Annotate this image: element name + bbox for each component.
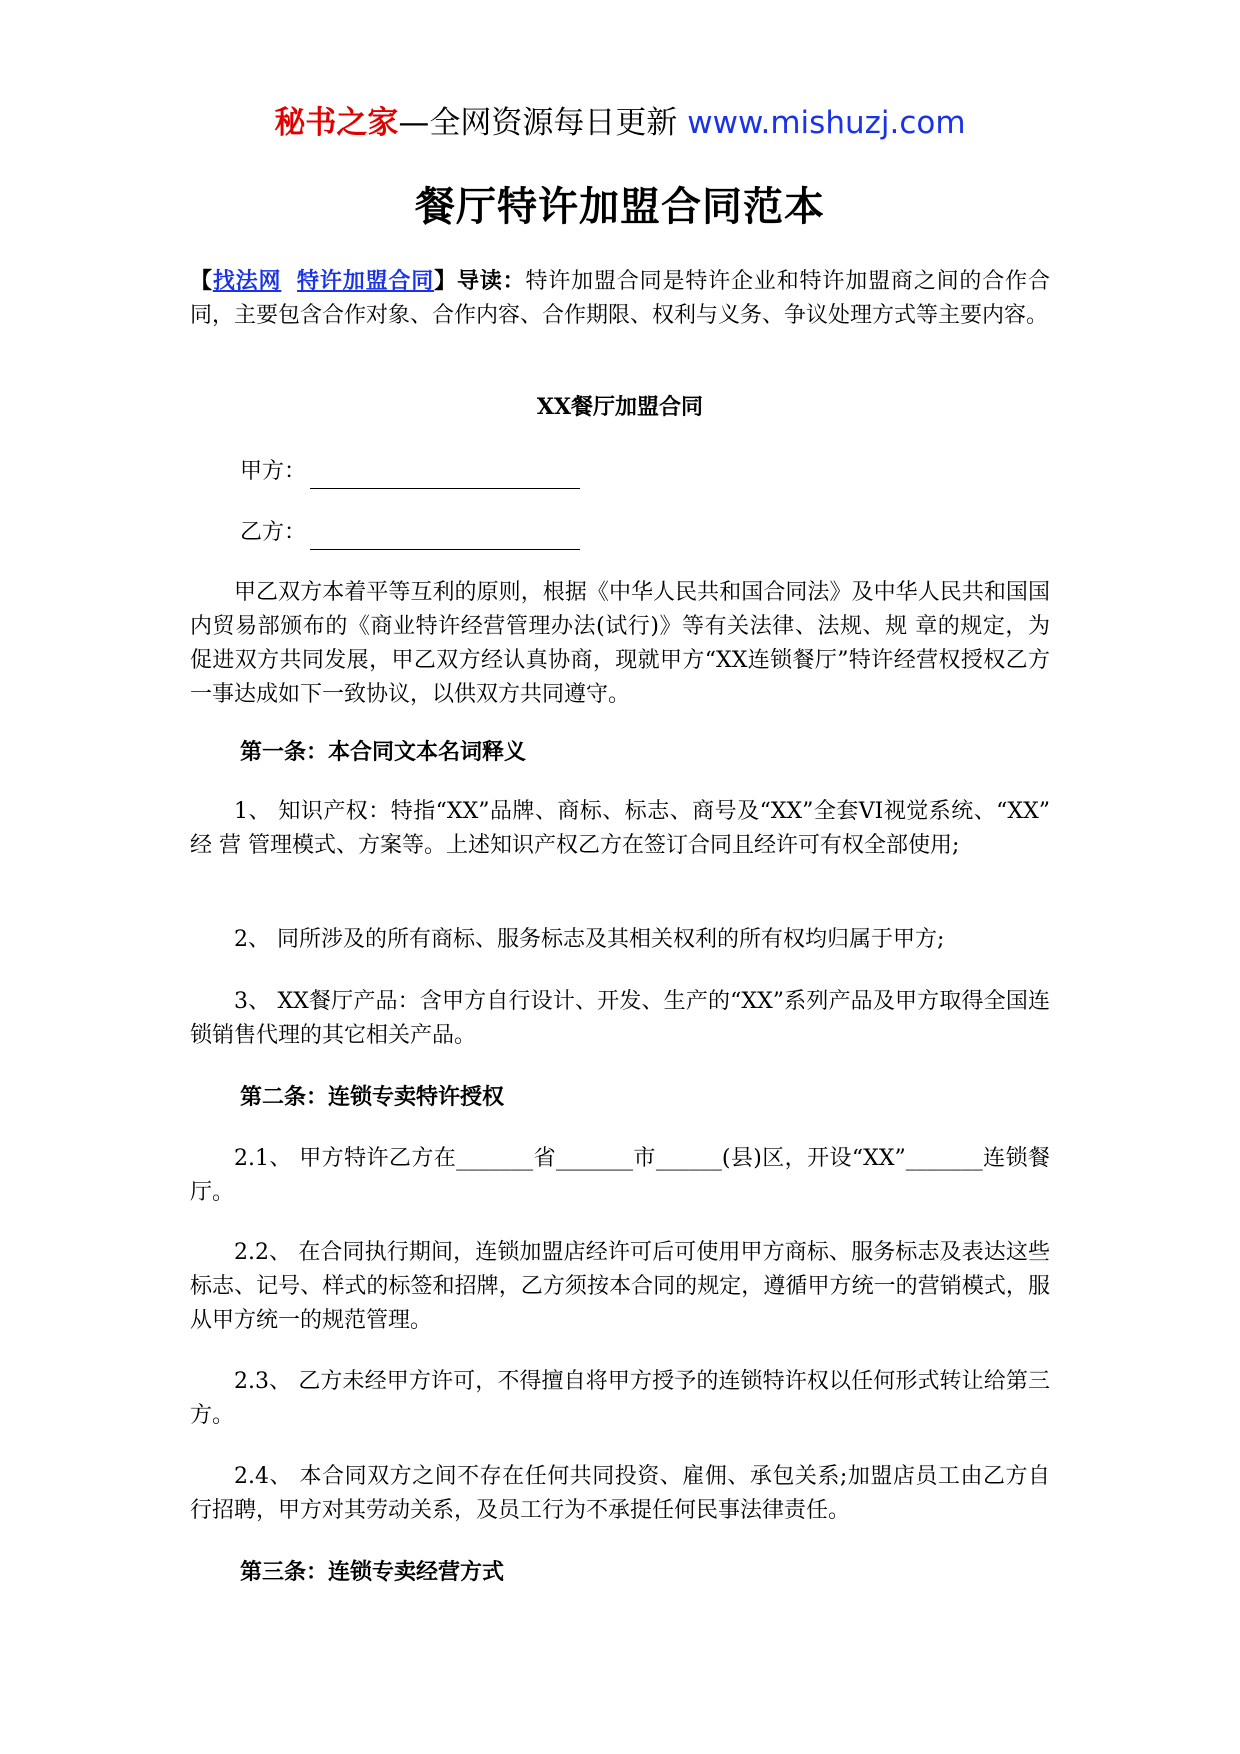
contract-title: XX餐厅加盟合同	[536, 394, 704, 420]
intro-link-zhaofa[interactable]: 找法网	[212, 268, 282, 294]
article-1-item-1: 1、 知识产权：特指“XX”品牌、商标、标志、商号及“XX”全套VI视觉系统、“XX” 经 营 管理模式、方案等。上述知识产权乙方在签订合同且经许可有权全部使用;	[190, 799, 1050, 858]
intro-text: 特许加盟合同是特许企业和特许加盟商之间的合作合同，主要包含合作对象、合作内容、合作期限、权利与义务、争议处理方式等主要内容。	[190, 269, 1050, 328]
party-b-row	[240, 516, 580, 550]
party-a-row	[240, 455, 580, 489]
article-2-heading: 第二条：连锁专卖特许授权	[240, 1084, 505, 1110]
document-title: 餐厅特许加盟合同范本	[415, 184, 825, 230]
article-2-item-2: 2.2、 在合同执行期间，连锁加盟店经许可后可使用甲方商标、服务标志及表达这些标志、记号、样式的标签和招牌，乙方须按本合同的规定，遵循甲方统一的营销模式，服从甲方统一的规范管理。	[190, 1240, 1050, 1333]
intro-bracket-open: 【	[190, 268, 213, 294]
banner-brand: 秘书之家	[274, 105, 399, 141]
preamble-paragraph: 甲乙双方本着平等互利的原则，根据《中华人民共和国合同法》及中华人民共和国国内贸易部颁布的《商业特许经营管理办法(试行)》等有关法律、法规、规 章的规定，为促进双方共同发展，甲乙双方经认真协商，现就甲方“XX连锁餐厅”特许经营权授权乙方一事达成如下一致协议，以供双方共同遵守。	[190, 580, 1050, 707]
party-a-label: 甲方：	[240, 459, 307, 484]
intro-bracket-close: 】	[434, 268, 457, 294]
party-a-blank	[310, 462, 580, 489]
intro-link-franchise-contract[interactable]: 特许加盟合同	[297, 268, 435, 294]
article-1-item-3: 3、 XX餐厅产品：含甲方自行设计、开发、生产的“XX”系列产品及甲方取得全国连锁销售代理的其它相关产品。	[190, 989, 1050, 1048]
site-banner	[0, 100, 1240, 146]
article-1-item-2: 2、 同所涉及的所有商标、服务标志及其相关权利的所有权均归属于甲方;	[234, 927, 945, 952]
article-2-item-1: 2.1、 甲方特许乙方在_______省_______市______(县)区，开设“XX”_______连锁餐厅。	[190, 1146, 1050, 1205]
article-1-heading: 第一条：本合同文本名词释义	[240, 739, 527, 765]
banner-url-link[interactable]: www.mishuzj.com	[687, 105, 966, 141]
party-b-label: 乙方：	[240, 520, 307, 545]
intro-paragraph	[190, 264, 1050, 333]
banner-slogan: —全网资源每日更新	[398, 105, 688, 141]
article-3-heading: 第三条：连锁专卖经营方式	[240, 1559, 505, 1585]
article-2-item-3: 2.3、 乙方未经甲方许可，不得擅自将甲方授予的连锁特许权以任何形式转让给第三方。	[190, 1369, 1050, 1428]
party-b-blank	[310, 523, 580, 550]
intro-label: 导读：	[456, 268, 526, 294]
article-2-item-4: 2.4、 本合同双方之间不存在任何共同投资、雇佣、承包关系;加盟店员工由乙方自行招聘，甲方对其劳动关系，及员工行为不承提任何民事法律责任。	[190, 1464, 1050, 1523]
